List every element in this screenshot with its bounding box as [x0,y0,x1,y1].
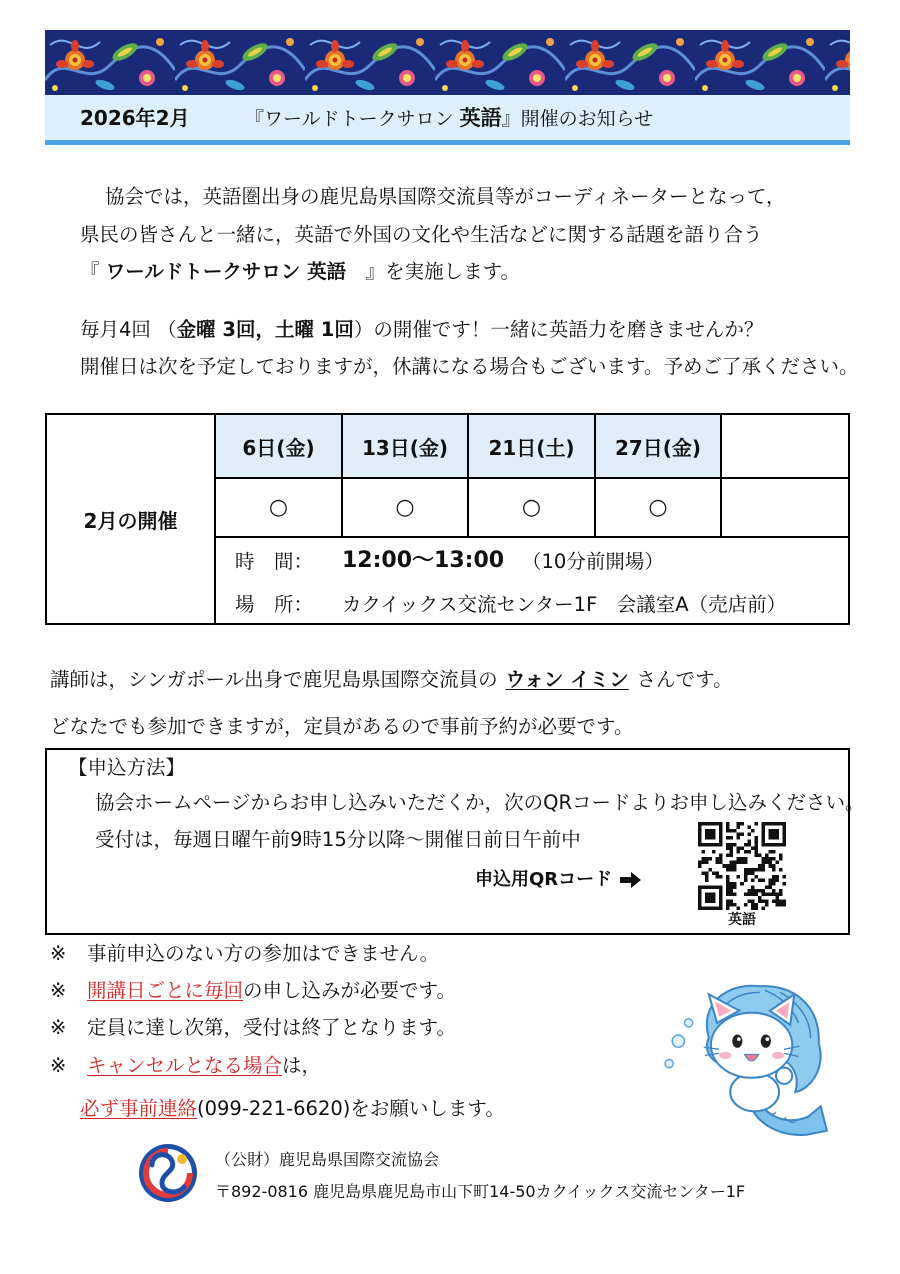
held-mark: ○ [395,495,415,520]
date-cell: 21日(土) [469,415,594,477]
held-mark: ○ [268,495,289,520]
final-note-text: (099-221-6620)をお願いします。 [197,1097,505,1120]
held-mark: ○ [648,495,668,520]
reservation-note: どなたでも参加できますが，定員があるので事前予約が必要です。 [50,715,634,738]
table-grid-line [467,413,469,537]
qr-code-icon [698,822,786,910]
final-note-red: 必ず事前連絡 [80,1097,198,1120]
place-label: 場 所： [235,593,314,616]
note-mark: ※ [50,942,67,965]
note-mark: ※ [50,1016,67,1039]
note-red-text: キャンセルとなる場合 [87,1054,283,1077]
intro-line-3 [80,260,520,284]
apply-line-1: 協会ホームページからお申し込みいただくか，次のQRコードよりお申し込みください。 [95,791,865,814]
table-grid-line [720,413,722,537]
instructor-pre: 講師は，シンガポール出身で鹿児島県国際交流員の [50,668,498,691]
batik-pattern-banner [45,30,850,95]
date-cell: 27日(金) [596,415,720,477]
note-item [87,1054,321,1078]
intro-line-3-open: 『 [80,260,106,283]
instructor-name: ウォン イミン [505,668,629,691]
instructor-line [50,668,733,692]
time-value: 12:00～13:00 [342,548,505,573]
schedule-line-1-a: 毎月4回 （ [80,318,177,341]
table-grid-line [594,413,596,537]
instructor-post: さんです。 [636,668,733,691]
qr-caption: 英語 [728,912,756,928]
note-text: は， [282,1054,322,1077]
note-item [87,1016,456,1040]
title-language: 英語 [459,106,502,130]
held-mark: ○ [521,495,542,520]
schedule-line-1 [80,318,763,342]
org-name: （公財）鹿児島県国際交流協会 [215,1150,440,1169]
title-open: 『ワールドトークサロン [245,108,460,130]
schedule-line-2: 開催日は次を予定しておりますが，休講になる場合もございます。予めご了承ください。 [80,355,859,378]
mermaid-cat-mascot [658,982,836,1140]
page-title [245,106,653,131]
schedule-line-1-bold: 金曜 3回，土曜 1回 [176,318,354,341]
note-item [87,942,439,966]
intro-line-1: 協会では，英語圏出身の鹿児島県国際交流員等がコーディネーターとなって， [105,185,786,208]
note-mark: ※ [50,979,67,1002]
place-value: カクイックス交流センター1F 会議室A（売店前） [342,593,787,616]
note-red-text: 開講日ごとに毎回 [87,979,244,1002]
intro-line-3-bold: ワールドトークサロン 英語 [105,260,347,283]
intro-line-3-close: 』を実施します。 [346,260,521,283]
table-grid-line [214,477,850,479]
qr-label [475,868,642,892]
final-note [80,1097,505,1121]
arrow-right-icon [620,871,642,889]
note-mark: ※ [50,1054,67,1077]
qr-label-text: 申込用QRコード [475,869,613,890]
date-cell: 13日(金) [343,415,467,477]
time-label: 時 間： [235,550,314,573]
association-logo [138,1143,198,1203]
title-date: 2026年2月 [80,106,190,130]
note-text: 定員に達し次第，受付は終了となります。 [87,1016,456,1039]
schedule-line-1-b: ）の開催です！一緒に英語力を磨きませんか？ [353,318,764,341]
apply-heading: 【申込方法】 [68,756,186,779]
intro-line-2: 県民の皆さんと一緒に，英語で外国の文化や生活などに関する話題を語り合う [80,223,763,246]
note-text: の申し込みが必要です。 [243,979,456,1002]
note-text: 事前申込のない方の参加はできません。 [87,942,440,965]
org-address: 〒892-0816 鹿児島県鹿児島市山下町14-50カクイックス交流センター1F [215,1182,746,1201]
note-item [87,979,456,1003]
date-cell: 6日(金) [216,415,341,477]
table-grid-line [214,536,850,538]
time-note: （10分前開場） [522,550,664,573]
title-close: 』開催のお知らせ [501,108,654,130]
apply-line-2: 受付は，毎週日曜午前9時15分以降～開催日前日午前中 [95,828,581,851]
table-grid-line [214,413,216,625]
table-grid-line [341,413,343,537]
table-row-label: 2月の開催 [83,508,178,533]
